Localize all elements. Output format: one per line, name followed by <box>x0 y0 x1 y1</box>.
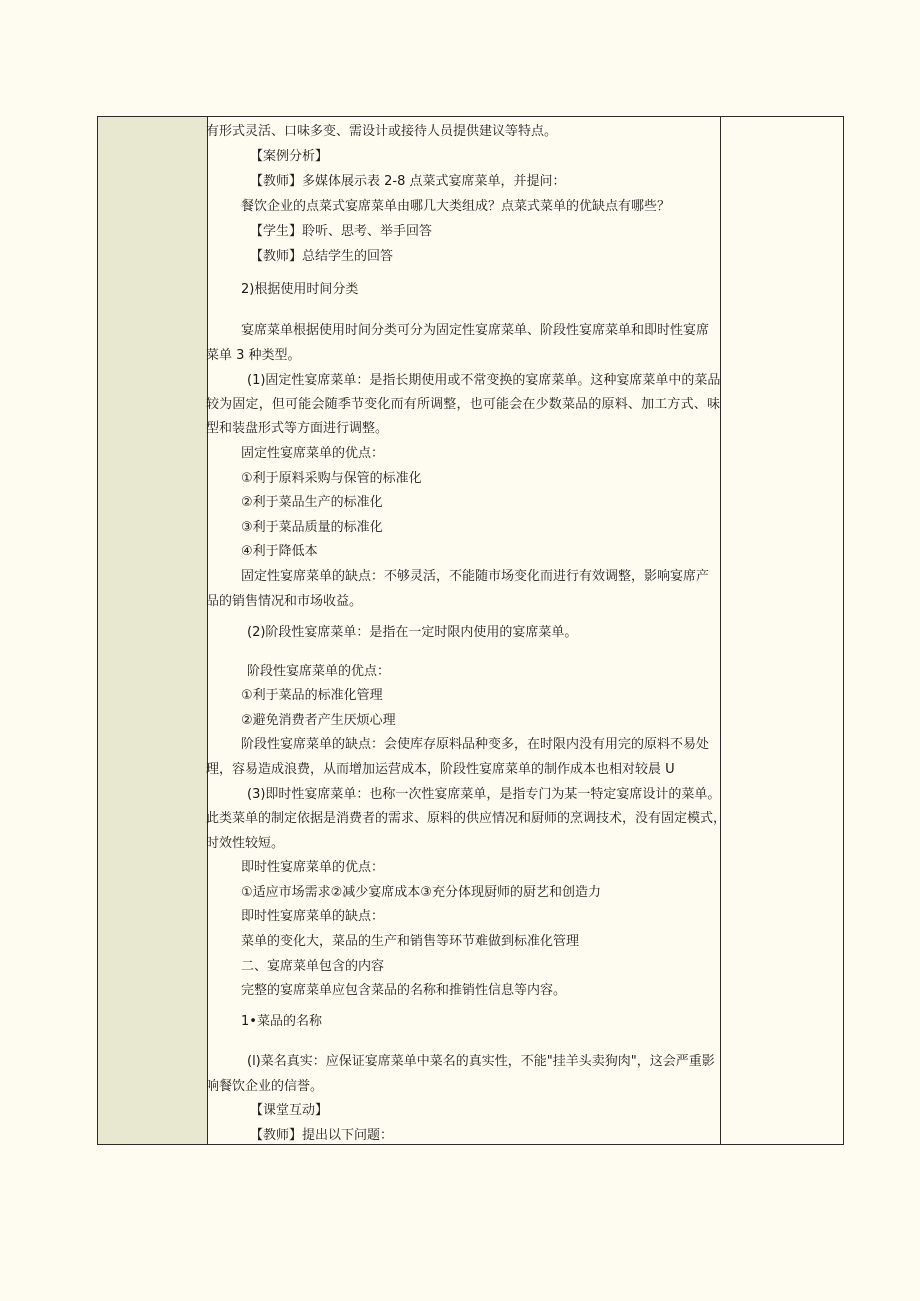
text-line: (2)阶段性宴席菜单：是指在一定时限内使用的宴席菜单。 <box>247 625 578 640</box>
text-line: 响餐饮企业的信誉。 <box>206 1079 324 1094</box>
list-item: ①利于菜品的标准化管理 <box>241 688 383 703</box>
list-item: ②利于菜品生产的标准化 <box>241 495 383 510</box>
text-line: 即时性宴席菜单的优点： <box>241 860 385 875</box>
text-line: 此类菜单的制定依据是消费者的需求、原料的供应情况和厨师的烹调技术，没有固定模式， <box>206 811 727 826</box>
subheading: 2)根据使用时间分类 <box>241 282 359 297</box>
text-line: 固定性宴席菜单的优点： <box>241 446 385 461</box>
text-line: 阶段性宴席菜单的优点： <box>247 664 391 679</box>
text-line: 【教师】总结学生的回答 <box>250 249 394 264</box>
text-line: 【教师】多媒体展示表 2-8 点菜式宴席菜单，并提问： <box>250 174 566 189</box>
list-item: ②避免消费者产生厌烦心理 <box>241 713 396 728</box>
text-line: 品的销售情况和市场收益。 <box>206 594 363 609</box>
list-item: ③利于菜品质量的标准化 <box>241 520 383 535</box>
text-line: 固定性宴席菜单的缺点：不够灵活，不能随市场变化而进行有效调整，影响宴席产 <box>241 569 710 584</box>
text-line: (l)菜名真实：应保证宴席菜单中菜名的真实性，不能"挂羊头卖狗肉"，这会严重影 <box>247 1054 715 1069</box>
text-line: 即时性宴席菜单的缺点： <box>241 909 385 924</box>
text-line: 理，容易造成浪费，从而增加运营成本，阶段性宴席菜单的制作成本也相对较晨 U <box>206 762 675 777</box>
section-label: 【课堂互动】 <box>250 1103 329 1118</box>
text-line: 完整的宴席菜单应包含菜品的名称和推销性信息等内容。 <box>241 983 567 998</box>
list-item: ①适应市场需求②减少宴席成本③充分体现厨师的厨艺和创造力 <box>241 885 601 900</box>
text-line: 餐饮企业的点菜式宴席菜单由哪几大类组成？点菜式菜单的优缺点有哪些？ <box>241 199 671 214</box>
text-line: 时效性较短。 <box>206 836 285 851</box>
text-line: 【学生】聆听、思考、举手回答 <box>250 224 433 239</box>
section-heading: 二、宴席菜单包含的内容 <box>241 959 385 974</box>
list-item: ①利于原料采购与保管的标准化 <box>241 471 422 486</box>
text-line: 较为固定，但可能会随季节变化而有所调整，也可能会在少数菜品的原料、加工方式、味 <box>206 397 720 412</box>
text-line: (1)固定性宴席菜单：是指长期使用或不常变换的宴席菜单。这种宴席菜单中的菜品 <box>247 373 721 388</box>
text-line: 【教师】提出以下问题： <box>250 1128 394 1143</box>
text-line: 菜单的变化大，菜品的生产和销售等环节难做到标准化管理 <box>241 934 580 949</box>
text-line: 阶段性宴席菜单的缺点：会使库存原料品种变多，在时限内没有用完的原料不易处 <box>241 737 710 752</box>
subheading: 1•菜品的名称 <box>241 1014 322 1029</box>
text-line: 宴席菜单根据使用时间分类可分为固定性宴席菜单、阶段性宴席菜单和即时性宴席 <box>241 323 710 338</box>
text-line: 有形式灵活、口味多变、需设计或接待人员提供建议等特点。 <box>206 124 558 139</box>
text-line: 菜单 3 种类型。 <box>206 348 301 363</box>
text-line: (3)即时性宴席菜单：也称一次性宴席菜单，是指专门为某一特定宴席设计的菜单。 <box>247 787 721 802</box>
list-item: ④利于降低本 <box>241 544 318 559</box>
section-label: 【案例分析】 <box>250 149 329 164</box>
text-line: 型和装盘形式等方面进行调整。 <box>206 421 389 436</box>
left-column <box>98 117 208 1144</box>
